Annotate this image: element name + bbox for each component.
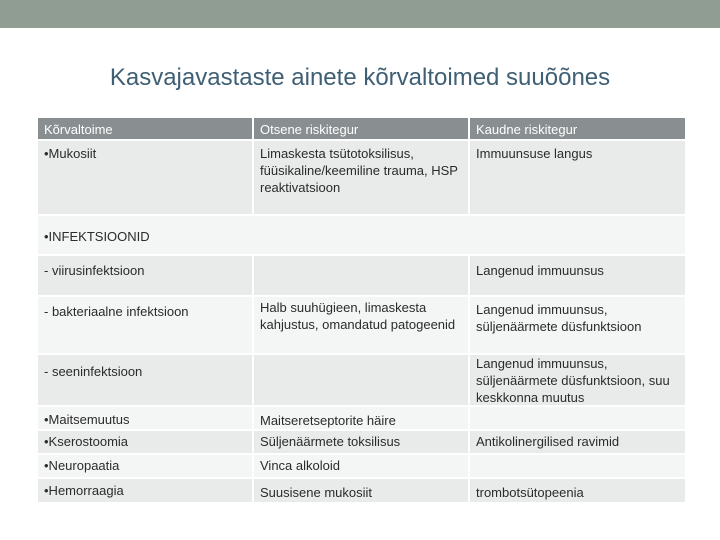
table-row [38, 141, 685, 216]
table-cell [470, 407, 685, 431]
slide-title: Kasvajavastaste ainete kõrvaltoimed suuõõnes [109, 64, 611, 91]
table-cell: Langenud immuunsus [470, 256, 685, 297]
table-cell: •Hemorraagia [38, 479, 254, 504]
table-row [38, 256, 685, 297]
table-cell: Vinca alkoloid [254, 455, 470, 479]
table-cell: - viirusinfektsioon [38, 256, 254, 297]
header-cell: Otsene riskitegur [254, 118, 470, 141]
table-cell: Süljenäärmete toksilisus [254, 431, 470, 455]
table-cell: Suusisene mukosiit [254, 479, 470, 504]
table-cell: Limaskesta tsütotoksilisus, füüsikaline/keemiline trauma, HSP reaktivatsioon [254, 141, 470, 216]
table-cell [254, 256, 470, 297]
table-row [38, 407, 685, 431]
table-header-row [38, 118, 685, 141]
table-cell: Antikolinergilised ravimid [470, 431, 685, 455]
table-cell [254, 355, 470, 407]
top-banner [0, 0, 720, 28]
table-cell: - seeninfektsioon [38, 355, 254, 407]
table-cell: Immuunsuse langus [470, 141, 685, 216]
table-cell: Langenud immuunsus, süljenäärmete düsfunktsioon [470, 297, 685, 355]
table-row [38, 479, 685, 504]
table-cell: Halb suuhügieen, limaskesta kahjustus, omandatud patogeenid [254, 297, 470, 355]
table-row [38, 297, 685, 355]
table-row [38, 355, 685, 407]
table-cell: trombotsütopeenia [470, 479, 685, 504]
table-row [38, 455, 685, 479]
table-cell: •INFEKTSIOONID [38, 216, 685, 256]
table-cell: •Maitsemuutus [38, 407, 254, 431]
side-effects-table [38, 118, 685, 504]
table-row [38, 431, 685, 455]
table-cell: •Kserostoomia [38, 431, 254, 455]
table-cell: Langenud immuunsus, süljenäärmete düsfunktsioon, suu keskkonna muutus [470, 355, 685, 407]
table-row [38, 216, 685, 256]
header-cell: Kaudne riskitegur [470, 118, 685, 141]
table-cell [470, 455, 685, 479]
header-cell: Kõrvaltoime [38, 118, 254, 141]
table-cell: •Mukosiit [38, 141, 254, 216]
table-cell: Maitseretseptorite häire [254, 407, 470, 431]
table-cell: •Neuropaatia [38, 455, 254, 479]
table-cell: - bakteriaalne infektsioon [38, 297, 254, 355]
